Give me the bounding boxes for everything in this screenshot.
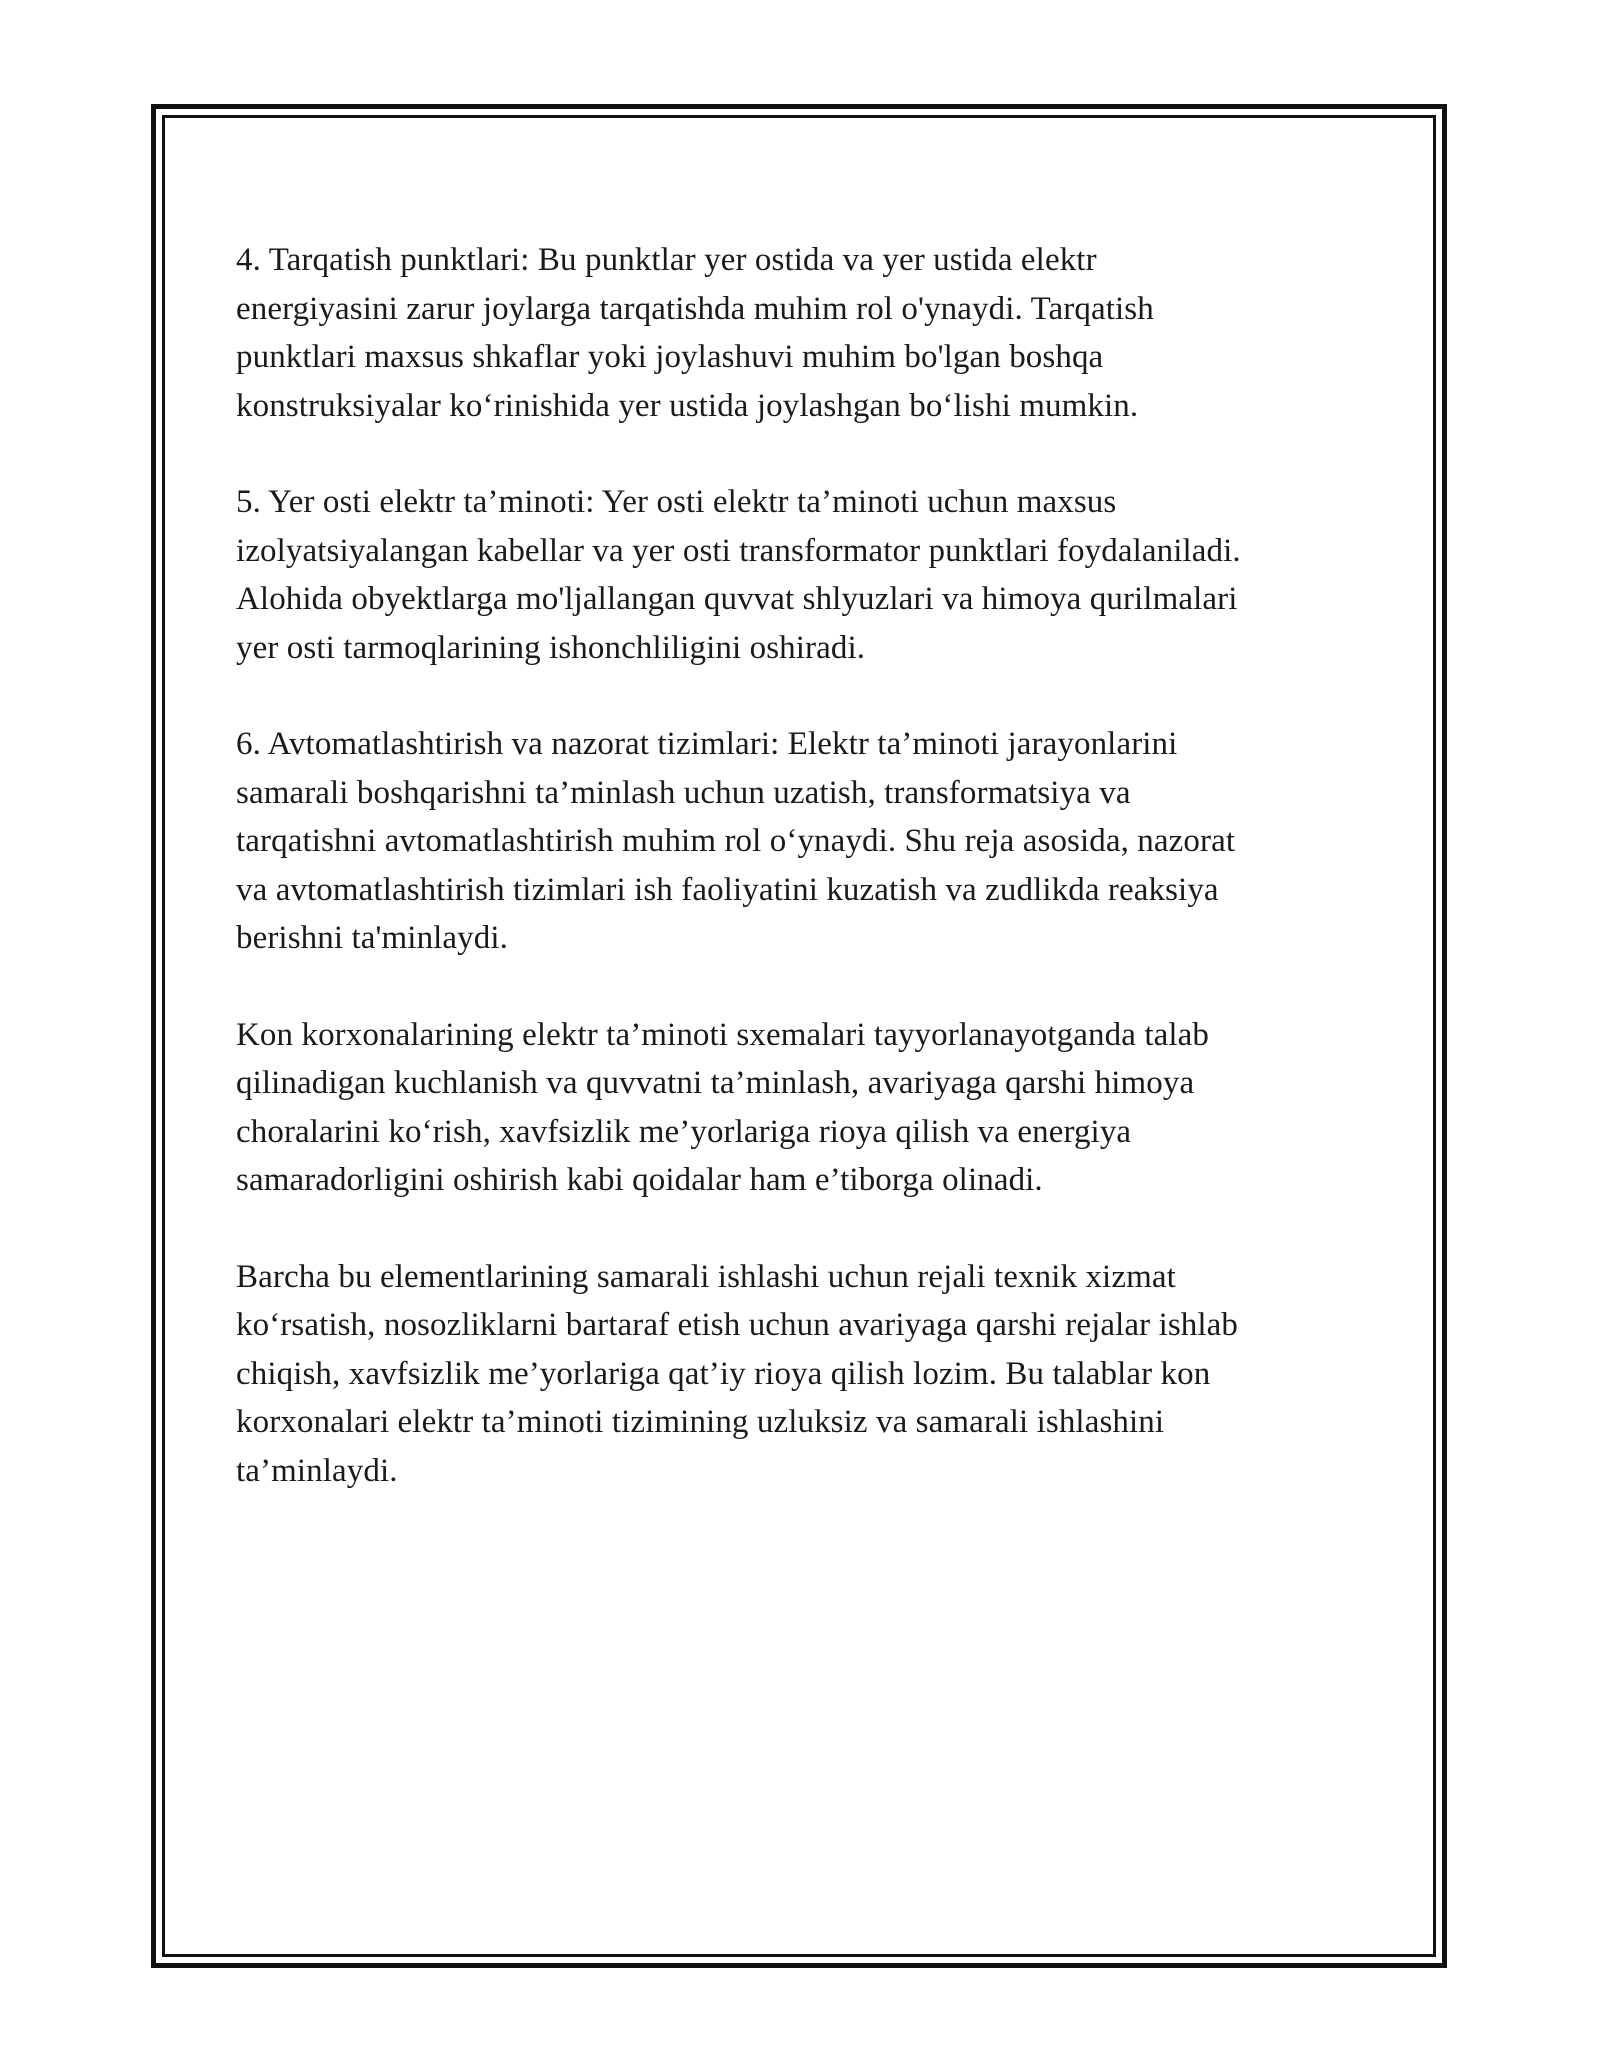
- text-line: Barcha bu elementlarining samarali ishlashi uchun rejali texnik xizmat: [236, 1258, 1176, 1295]
- text-line: 6. Avtomatlashtirish va nazorat tizimlari: Elektr ta’minoti jarayonlarini: [236, 726, 1178, 762]
- text-line: samarali boshqarishni ta’minlash uchun uzatish, transformatsiya va: [236, 774, 1131, 811]
- text-line: chiqish, xavfsizlik me’yorlariga qat’iy rioya qilish lozim. Bu talablar kon: [236, 1355, 1211, 1392]
- paragraph-automation-control: [236, 720, 1361, 963]
- text-line: samaradorligini oshirish kabi qoidalar ham e’tiborga olinadi.: [236, 1162, 1043, 1198]
- paragraph-distribution-points: [236, 236, 1361, 430]
- text-line: energiyasini zarur joylarga tarqatishda muhim rol o'ynaydi. Tarqatish: [236, 290, 1154, 327]
- text-line: ko‘rsatish, nosozliklarni bartaraf etish uchun avariyaga qarshi rejalar ishlab: [236, 1307, 1239, 1343]
- text-line: Kon korxonalarining elektr ta’minoti sxemalari tayyorlanayotganda talab: [236, 1016, 1209, 1053]
- text-line: punktlari maxsus shkaflar yoki joylashuvi muhim bo'lgan boshqa: [236, 339, 1104, 375]
- text-line: yer osti tarmoqlarining ishonchliligini oshiradi.: [236, 629, 866, 666]
- text-line: choralarini ko‘rish, xavfsizlik me’yorlariga rioya qilish va energiya: [236, 1113, 1132, 1150]
- text-line: qilinadigan kuchlanish va quvvatni ta’minlash, avariyaga qarshi himoya: [236, 1065, 1195, 1101]
- paragraph-maintenance-requirements: [236, 1253, 1361, 1496]
- document-body: [236, 236, 1361, 1543]
- text-line: va avtomatlashtirish tizimlari ish faoliyatini kuzatish va zudlikda reaksiya: [236, 871, 1219, 908]
- paragraph-underground-power: [236, 478, 1361, 672]
- paragraph-supply-schemes: [236, 1011, 1361, 1205]
- text-line: korxonalari elektr ta’minoti tizimining uzluksiz va samarali ishlashini: [236, 1404, 1165, 1440]
- text-line: konstruksiyalar ko‘rinishida yer ustida joylashgan bo‘lishi mumkin.: [236, 387, 1139, 424]
- text-line: Alohida obyektlarga mo'ljallangan quvvat shlyuzlari va himoya qurilmalari: [236, 581, 1238, 617]
- text-line: tarqatishni avtomatlashtirish muhim rol o‘ynaydi. Shu reja asosida, nazorat: [236, 823, 1236, 859]
- text-line: berishni ta'minlaydi.: [236, 920, 508, 956]
- text-line: 4. Tarqatish punktlari: Bu punktlar yer ostida va yer ustida elektr: [236, 242, 1097, 278]
- text-line: 5. Yer osti elektr ta’minoti: Yer osti elektr ta’minoti uchun maxsus: [236, 484, 1117, 520]
- text-line: ta’minlaydi.: [236, 1452, 398, 1489]
- text-line: izolyatsiyalangan kabellar va yer osti transformator punktlari foydalaniladi.: [236, 532, 1241, 569]
